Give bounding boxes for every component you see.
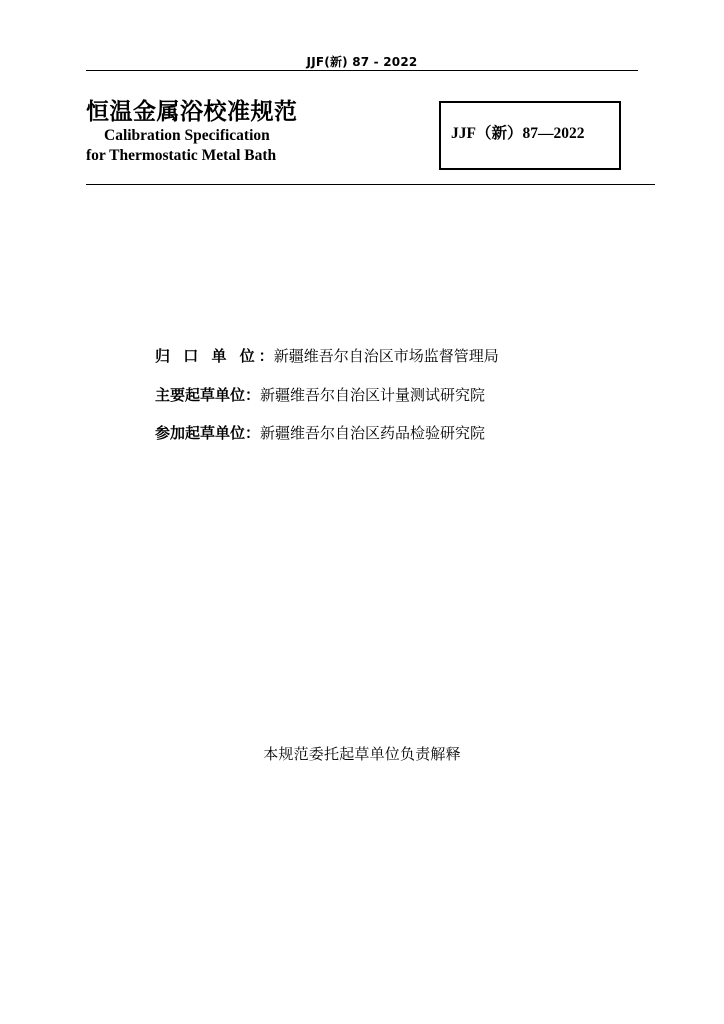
running-header-code: JJF(新) 87 - 2022 [306, 55, 418, 69]
unit-row-main-drafting [155, 384, 485, 405]
specification-code: JJF（新）87—2022 [451, 125, 585, 142]
unit-row-responsible [155, 345, 499, 366]
unit-colon: ： [258, 347, 274, 365]
unit-row-participating [155, 422, 485, 443]
unit-value-responsible: 新疆维吾尔自治区市场监督管理局 [273, 347, 499, 365]
header-rule [86, 70, 638, 71]
unit-value-participating: 新疆维吾尔自治区药品检验研究院 [260, 424, 486, 442]
unit-value-main-drafting: 新疆维吾尔自治区计量测试研究院 [260, 386, 486, 404]
document-title-english-line2: for Thermostatic Metal Bath [86, 147, 277, 164]
specification-code-box [439, 101, 621, 170]
unit-label-responsible: 归 口 单 位 [155, 347, 259, 365]
title-rule [86, 184, 655, 185]
unit-label-main-drafting: 主要起草单位 [155, 386, 246, 404]
unit-colon: ： [245, 424, 261, 442]
document-title-chinese: 恒温金属浴校准规范 [86, 99, 298, 125]
interpretation-note: 本规范委托起草单位负责解释 [263, 745, 461, 763]
document-title-english-line1: Calibration Specification [104, 127, 270, 144]
unit-label-participating: 参加起草单位 [155, 424, 246, 442]
unit-colon: ： [245, 386, 261, 404]
